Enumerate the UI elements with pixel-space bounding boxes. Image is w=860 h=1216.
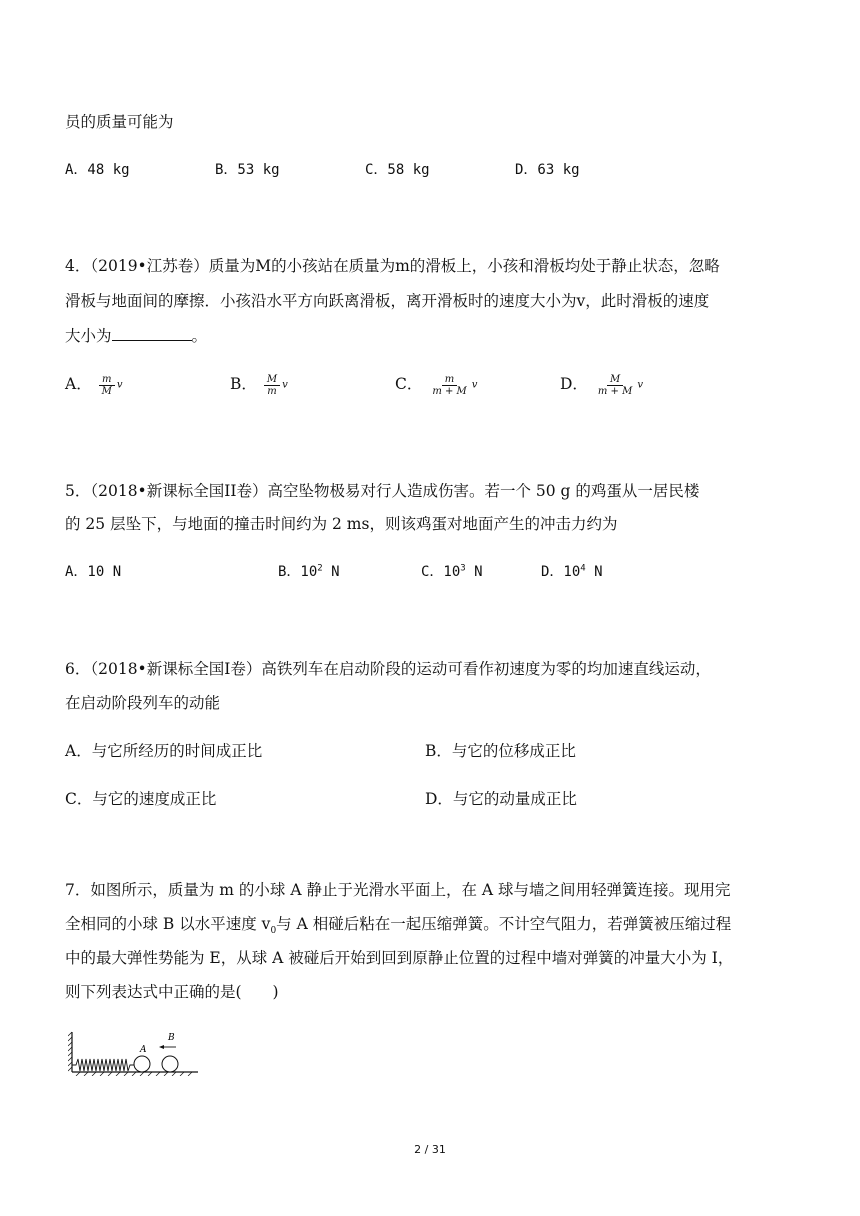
q4-line-3-text: 大小为 — [65, 327, 112, 345]
continuation-line: 员的质量可能为 — [65, 113, 174, 131]
q6-option-c: C．与它的速度成正比 — [65, 790, 217, 808]
arrow-head-icon — [159, 1045, 164, 1049]
numerator: M — [607, 374, 623, 386]
ball-b — [162, 1056, 178, 1072]
q5-option-b-unit: N — [322, 564, 340, 580]
q5-option-d-unit: N — [585, 564, 603, 580]
q7-line-2-start: 全相同的小球 B 以水平速度 v — [65, 915, 271, 933]
spring — [72, 1059, 134, 1071]
q6-option-d: D．与它的动量成正比 — [425, 790, 577, 808]
q7-line-1: 7．如图所示，质量为 m 的小球 A 静止于光滑水平面上，在 A 球与墙之间用轻弹簧连接。现用完 — [65, 881, 731, 899]
denominator: m + M — [432, 385, 467, 397]
denominator: m — [267, 385, 277, 397]
q5-option-c-base: C．10 — [421, 564, 461, 580]
q7-line-4: 则下列表达式中正确的是( ) — [65, 983, 279, 1001]
q5-option-b-base: B．10 — [278, 564, 318, 580]
q3-option-b: B．53 kg — [215, 162, 280, 178]
q6-line-2: 在启动阶段列车的动能 — [65, 694, 221, 712]
q5-option-d-base: D．10 — [541, 564, 581, 580]
velocity-symbol: v — [282, 379, 288, 391]
velocity-symbol: v — [637, 379, 643, 391]
spring-ball-diagram — [68, 1028, 200, 1076]
numerator: m — [99, 374, 114, 386]
q4-option-c-label: C． — [395, 375, 423, 393]
q3-option-d: D．63 kg — [515, 162, 580, 178]
exponent: 2 — [317, 563, 323, 574]
q3-option-a: A．48 kg — [65, 162, 130, 178]
q4-option-b-label: B． — [230, 375, 257, 393]
q4-option-d — [560, 372, 643, 397]
denominator: M — [101, 385, 112, 397]
page-number: 2 / 31 — [414, 1143, 446, 1156]
q7-line-2-end: 与 A 相碰后粘在一起压缩弹簧。不计空气阻力，若弹簧被压缩过程 — [276, 915, 732, 933]
velocity-symbol: v — [116, 379, 123, 391]
fraction — [595, 374, 635, 397]
q4-option-a — [65, 372, 123, 397]
q5-option-c — [421, 561, 483, 581]
q7-line-3: 中的最大弹性势能为 E，从球 A 被碰后开始到回到原静止位置的过程中墙对弹簧的冲量大小为 I， — [65, 949, 734, 967]
q5-option-d — [541, 561, 603, 581]
fraction — [429, 374, 469, 397]
q4-option-c — [395, 372, 477, 397]
q6-option-a: A．与它所经历的时间成正比 — [65, 742, 263, 760]
q4-option-a-label: A． — [65, 375, 92, 393]
q7-line-2 — [65, 912, 731, 936]
label-b: B — [168, 1033, 175, 1043]
q4-line-1: 4．（2019•江苏卷）质量为M的小孩站在质量为m的滑板上，小孩和滑板均处于静止状态，忽略 — [65, 257, 720, 275]
exponent: 3 — [460, 563, 466, 574]
velocity-symbol: v — [471, 379, 478, 391]
q4-line-3-end: 。 — [191, 327, 208, 345]
q5-line-1: 5．（2018•新课标全国II卷）高空坠物极易对行人造成伤害。若一个 50 g 的鸡蛋从一居民楼 — [65, 482, 700, 500]
fraction — [264, 374, 280, 397]
q3-option-c: C．58 kg — [365, 162, 430, 178]
fraction — [99, 374, 115, 397]
exponent: 4 — [580, 563, 586, 574]
numerator: M — [264, 374, 280, 386]
q4-line-2: 滑板与地面间的摩擦．小孩沿水平方向跃离滑板，离开滑板时的速度大小为v，此时滑板的速度 — [65, 292, 710, 310]
q5-line-2: 的 25 层坠下，与地面的撞击时间约为 2 ms，则该鸡蛋对地面产生的冲击力约为 — [65, 515, 618, 533]
denominator: m + M — [597, 385, 633, 397]
q4-line-3 — [65, 324, 207, 346]
numerator: m — [442, 374, 457, 386]
subscript: 0 — [270, 926, 277, 937]
ball-a — [134, 1056, 150, 1072]
q4-option-d-label: D． — [560, 375, 588, 393]
q4-option-b — [230, 372, 288, 397]
q5-option-c-unit: N — [465, 564, 483, 580]
label-a: A — [140, 1045, 147, 1055]
answer-blank — [112, 326, 192, 341]
q5-option-b — [278, 561, 340, 581]
q5-option-a: A．10 N — [65, 564, 122, 580]
q6-line-1: 6．（2018•新课标全国I卷）高铁列车在启动阶段的运动可看作初速度为零的均加速直线运动， — [65, 660, 711, 678]
q6-option-b: B．与它的位移成正比 — [425, 742, 576, 760]
